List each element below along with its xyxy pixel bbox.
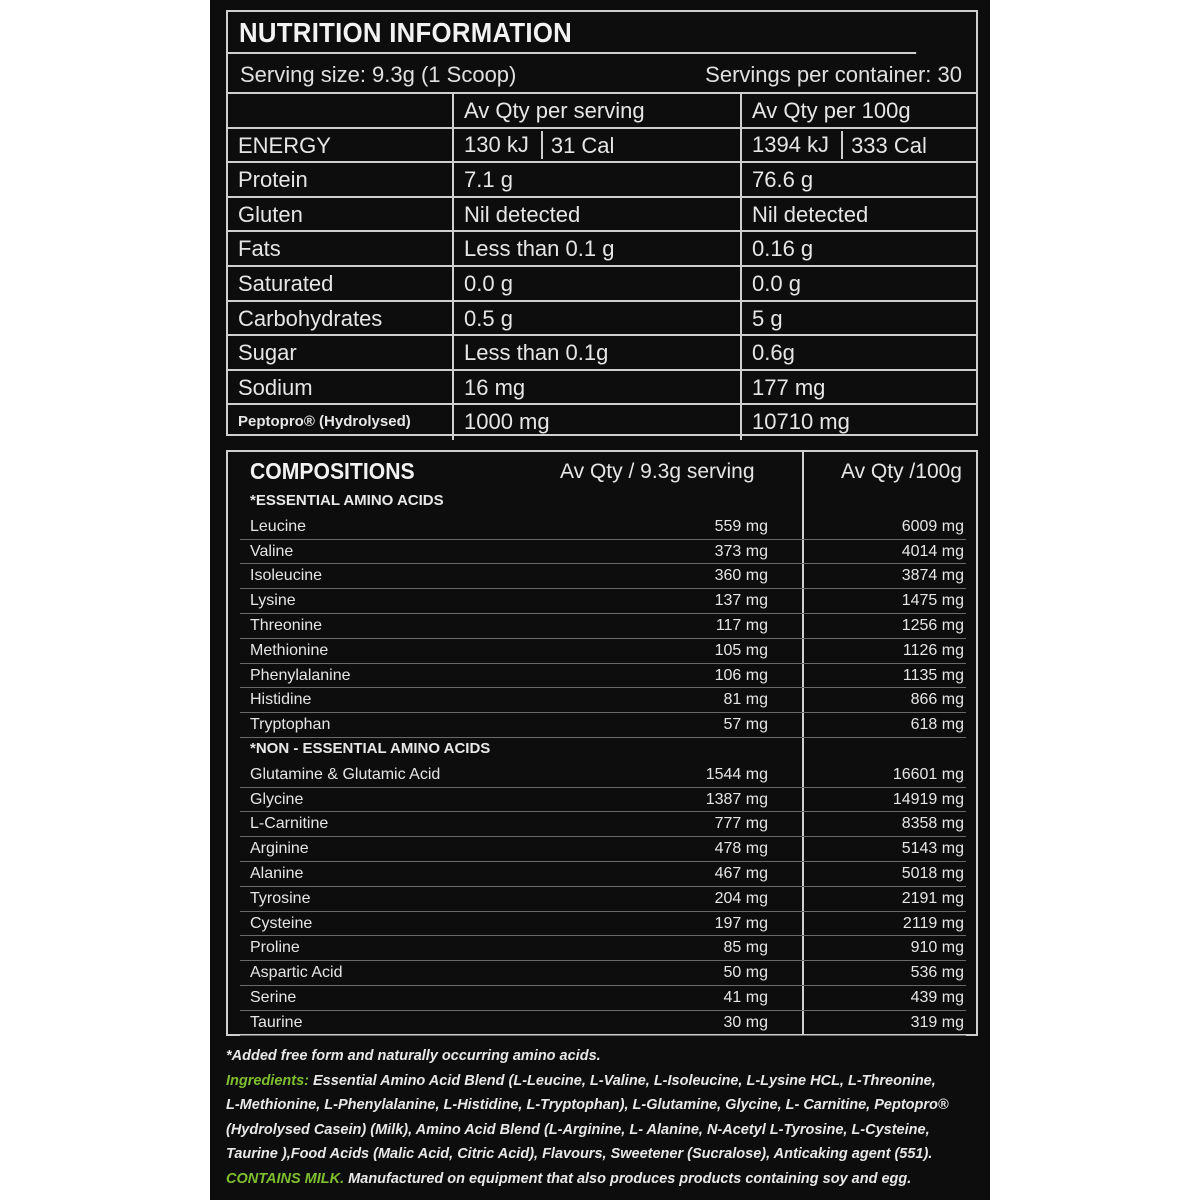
amino-acid-name: Tyrosine: [250, 889, 311, 907]
nutrition-row: [228, 405, 976, 440]
amino-acid-row: [240, 837, 966, 862]
header-per-100g: Av Qty per 100g: [752, 98, 911, 123]
amino-acid-row: [240, 664, 966, 689]
amino-acid-row: [240, 788, 966, 813]
amino-acid-per-100g: 2191 mg: [901, 889, 964, 907]
amino-acid-row: [240, 763, 966, 788]
amino-acid-row: [240, 986, 966, 1011]
amino-acid-per-serving: 137 mg: [714, 592, 768, 610]
amino-acid-name: Alanine: [250, 865, 304, 882]
energy-100g-cal: 333 Cal: [851, 132, 927, 158]
amino-acid-row: [240, 862, 966, 887]
ingredients-line-2: L-Methionine, L-Phenylalanine, L-Histidine, L-Tryptophan), L-Glutamine, Glycine, L- Carnitine, Peptopro®: [226, 1097, 949, 1113]
amino-acid-name: Glutamine & Glutamic Acid: [250, 765, 441, 783]
energy-100g-kj: 1394 kJ: [752, 131, 843, 159]
amino-acid-per-100g: 1126 mg: [902, 641, 964, 659]
amino-acid-per-serving: 197 mg: [714, 914, 768, 932]
amino-acid-row: [240, 688, 966, 713]
amino-acid-per-100g: 3874 mg: [901, 567, 964, 585]
amino-acid-name: Isoleucine: [250, 567, 323, 585]
amino-acid-row: [240, 912, 966, 937]
amino-acid-per-100g: 5018 mg: [901, 865, 964, 882]
amino-acid-per-serving: 105 mg: [714, 641, 768, 659]
amino-acid-row: [240, 639, 966, 664]
amino-acid-per-100g: 866 mg: [910, 691, 964, 709]
nutrient-per-serving: Nil detected: [454, 198, 742, 231]
compositions-table: [226, 450, 978, 1036]
nutrient-label: Sugar: [228, 336, 454, 369]
nutrient-per-100g: 0.16 g: [752, 236, 814, 262]
amino-acid-per-100g: 910 mg: [910, 939, 964, 957]
amino-acid-per-100g: 1475 mg: [901, 592, 964, 610]
amino-acid-per-serving: 373 mg: [714, 542, 768, 560]
amino-acid-name: Valine: [250, 542, 294, 560]
amino-acid-per-serving: 85 mg: [723, 939, 768, 957]
amino-acid-per-serving: 360 mg: [714, 567, 768, 585]
amino-acid-row: [240, 936, 966, 961]
nutrient-per-100g: 10710 mg: [752, 409, 850, 435]
energy-label: ENERGY: [228, 129, 454, 162]
nutrient-per-serving: 0.0 g: [454, 267, 742, 300]
amino-acid-row: [240, 540, 966, 565]
amino-acid-per-100g: 319 mg: [910, 1013, 964, 1031]
amino-acid-row: [240, 812, 966, 837]
compositions-title: COMPOSITIONS: [250, 458, 415, 484]
energy-serving-cal: 31 Cal: [550, 132, 615, 158]
nutrient-label: Fats: [228, 232, 454, 265]
allergen-line: CONTAINS MILK. Manufactured on equipment that also produces products containing soy and egg.: [226, 1170, 912, 1187]
nutrient-label: Protein: [228, 163, 454, 196]
amino-acid-name: Proline: [250, 939, 300, 957]
amino-acid-per-serving: 106 mg: [714, 666, 768, 684]
amino-acid-per-serving: 117 mg: [715, 617, 768, 634]
section-heading: *NON - ESSENTIAL AMINO ACIDS: [250, 740, 491, 757]
nutrition-table: [226, 10, 978, 436]
amino-acid-name: Histidine: [250, 691, 312, 709]
amino-acid-name: Leucine: [250, 517, 307, 535]
nutrition-row: [228, 267, 976, 302]
compositions-header: [228, 452, 976, 488]
amino-acid-name: Lysine: [250, 592, 296, 610]
amino-acid-per-serving: 467 mg: [714, 865, 768, 882]
amino-acid-per-serving: 1387 mg: [705, 790, 768, 808]
energy-serving-kj: 130 kJ: [464, 131, 543, 159]
amino-acid-name: Phenylalanine: [250, 666, 351, 684]
header-per-serving: Av Qty per serving: [454, 94, 742, 127]
amino-acid-name: Tryptophan: [250, 716, 331, 734]
amino-acid-name: Glycine: [250, 790, 304, 808]
amino-acid-row: [240, 564, 966, 589]
amino-acid-per-100g: 536 mg: [910, 964, 964, 982]
serving-row: [228, 54, 976, 94]
amino-acid-name: Methionine: [250, 641, 329, 659]
amino-acid-per-serving: 50 mg: [723, 964, 768, 982]
nutrition-row: [228, 198, 976, 233]
amino-acid-per-100g: 14919 mg: [892, 790, 964, 808]
amino-acid-per-100g: 4014 mg: [901, 542, 964, 560]
amino-acid-per-serving: 57 mg: [723, 716, 768, 734]
nutrient-per-100g: Nil detected: [752, 201, 869, 227]
nutrition-row: [228, 232, 976, 267]
amino-acid-name: Serine: [250, 989, 297, 1006]
ingredients-line-3: (Hydrolysed Casein) (Milk), Amino Acid Blend (L-Arginine, L- Alanine, N-Acetyl L-Tyrosine, L-Cysteine,: [226, 1121, 930, 1138]
amino-acid-name: Taurine: [250, 1013, 303, 1031]
ingredients-line-1: Ingredients: Essential Amino Acid Blend (L-Leucine, L-Valine, L-Isoleucine, L-Lysine HCL, L-Threonine,: [226, 1072, 936, 1089]
amino-acid-name: L-Carnitine: [250, 815, 329, 833]
section-heading: *ESSENTIAL AMINO ACIDS: [250, 492, 444, 509]
servings-per-container: Servings per container: 30: [705, 62, 962, 87]
amino-acid-name: Arginine: [250, 840, 309, 858]
amino-acid-per-100g: 16601 mg: [892, 765, 964, 783]
amino-note: *Added free form and naturally occurring amino acids.: [226, 1048, 601, 1064]
nutrient-per-100g: 177 mg: [752, 374, 826, 400]
nutrition-row: [228, 336, 976, 371]
nutrient-label: Sodium: [228, 371, 454, 404]
amino-acid-name: Threonine: [250, 617, 323, 634]
energy-row: [228, 129, 976, 164]
footer: [226, 1044, 978, 1191]
nutrient-label: Peptopro® (Hydrolysed): [228, 405, 454, 440]
amino-acid-per-100g: 618 mg: [910, 716, 964, 734]
amino-acid-per-serving: 81 mg: [723, 691, 768, 709]
amino-acid-per-serving: 777 mg: [714, 815, 768, 833]
nutrient-per-serving: 16 mg: [454, 371, 742, 404]
nutrient-per-serving: 1000 mg: [454, 405, 742, 440]
amino-acid-per-serving: 559 mg: [714, 517, 768, 535]
ingredients-label: Ingredients:: [226, 1072, 309, 1089]
nutrient-label: Carbohydrates: [228, 302, 454, 335]
contains-milk-label: CONTAINS MILK.: [226, 1170, 345, 1187]
amino-acid-row: [240, 614, 966, 639]
nutrient-label: Gluten: [228, 198, 454, 231]
amino-acid-per-100g: 1135 mg: [902, 666, 964, 684]
compositions-header-100g: Av Qty /100g: [840, 460, 962, 483]
amino-acid-per-serving: 204 mg: [714, 889, 768, 907]
nutrient-per-100g: 76.6 g: [752, 167, 814, 193]
amino-acid-per-100g: 2119 mg: [902, 914, 964, 932]
amino-acid-per-100g: 6009 mg: [901, 517, 964, 535]
amino-acid-row: [240, 961, 966, 986]
amino-acid-per-serving: 30 mg: [723, 1013, 768, 1031]
amino-acid-row: [240, 589, 966, 614]
amino-acid-row: [240, 713, 966, 738]
amino-acid-per-serving: 478 mg: [714, 840, 768, 858]
amino-acid-row: [240, 515, 966, 540]
amino-acid-per-100g: 1256 mg: [901, 617, 964, 634]
nutrient-per-serving: 0.5 g: [454, 302, 742, 335]
nutrient-per-serving: 7.1 g: [454, 163, 742, 196]
nutrient-per-100g: 0.0 g: [752, 270, 801, 296]
nutrient-per-100g: 5 g: [752, 305, 783, 331]
serving-size: Serving size: 9.3g (1 Scoop): [240, 62, 517, 87]
amino-acid-per-serving: 1544 mg: [705, 765, 768, 783]
nutrition-row: [228, 163, 976, 198]
nutrition-header-row: [228, 94, 976, 129]
amino-acid-name: Cysteine: [250, 914, 313, 932]
nutrient-per-serving: Less than 0.1 g: [454, 232, 742, 265]
nutrition-row: [228, 371, 976, 406]
amino-acid-per-serving: 41 mg: [723, 989, 768, 1006]
compositions-header-serving: Av Qty / 9.3g serving: [560, 460, 755, 483]
amino-acid-row: [240, 887, 966, 912]
amino-acid-name: Aspartic Acid: [250, 964, 343, 982]
amino-acid-row: [240, 1011, 966, 1036]
nutrient-label: Saturated: [228, 267, 454, 300]
ingredients-line-4: Taurine ),Food Acids (Malic Acid, Citric Acid), Flavours, Sweetener (Sucralose), Anticaking agent (551).: [226, 1146, 933, 1162]
nutrition-title: NUTRITION INFORMATION: [228, 12, 916, 54]
amino-acid-per-100g: 439 mg: [910, 989, 964, 1006]
amino-acid-per-100g: 8358 mg: [901, 815, 964, 833]
nutrient-per-100g: 0.6g: [752, 340, 795, 366]
nutrition-row: [228, 302, 976, 337]
nutrient-per-serving: Less than 0.1g: [454, 336, 742, 369]
amino-acid-per-100g: 5143 mg: [901, 840, 964, 858]
